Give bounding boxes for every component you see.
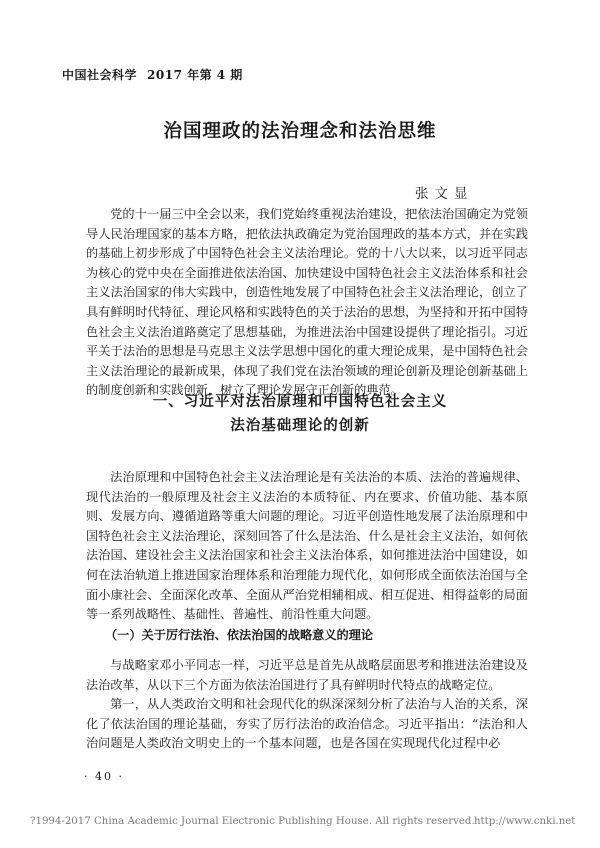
running-header bbox=[62, 66, 243, 83]
subsection-heading: （一）关于厉行法治、依法治国的战略意义的理论 bbox=[105, 628, 374, 642]
section-heading-line-2: 法治基础理论的创新 bbox=[230, 418, 370, 434]
section-paragraph: 法治原理和中国特色社会主义法治理论是有关法治的本质、法治的普遍规律、现代法治的一般原理及社会主义法治的本质特征、内在要求、价值功能、基本原则、发展方向、遵循道路等重大问题的理论。习近平创造性地发展了法治原理和中国特色社会主义法治理论，深刻回答了什么是法治、什么是社会主义法治，如何依法治国、建设社会主义法治国家和社会主义法治体系，如何推进法治中国建设，如何在法治轨道上推进国家治理体系和治理能力现代化，如何形成全面依法治国与全面小康社会、全面深化改革、全面从严治党相辅相成、相互促进、相得益彰的局面等一系列战略性、基础性、普遍性、前沿性重大问题。 bbox=[86, 470, 528, 622]
section-heading-line-1: 一、习近平对法治原理和中国特色社会主义 bbox=[152, 394, 448, 410]
article-title: 治国理政的法治理念和法治思维 bbox=[163, 121, 437, 142]
copyright-notice: ?1994-2017 China Academic Journal Electronic Publishing House. All rights reserved. bbox=[30, 816, 475, 827]
journal-name: 中国社会科学 bbox=[62, 68, 138, 82]
source-url: http://www.cnki.net bbox=[474, 816, 576, 827]
issue-label: 2017 年第 4 期 bbox=[147, 68, 243, 82]
subsection-paragraph-2: 第一，从人类政治文明和社会现代化的纵深深刻分析了法治与人治的关系，深化了依法治国的理论基础，夯实了厉行法治的政治信念。习近平指出：“法治和人治问题是人类政治文明史上的一个基本问题，也是各国在实现现代化过程中必 bbox=[86, 697, 528, 751]
subsection-paragraph-1: 与战略家邓小平同志一样，习近平总是首先从战略层面思考和推进法治建设及法治改革，从以下三个方面为依法治国进行了具有鲜明时代特点的战略定位。 bbox=[86, 658, 528, 692]
page-number: · 40 · bbox=[84, 770, 124, 783]
section-heading bbox=[0, 390, 600, 438]
intro-paragraph: 党的十一届三中全会以来，我们党始终重视法治建设，把依法治国确定为党领导人民治理国家的基本方略，把依法执政确定为党治国理政的基本方式，并在实践的基础上初步形成了中国特色社会主义法治理论。党的十八大以来，以习近平同志为核心的党中央在全面推进依法治国、加快建设中国特色社会主义法治体系和社会主义法治国家的伟大实践中，创造性地发展了中国特色社会主义法治理论，创立了具有鲜明时代特征、理论风格和实践特色的关于法治的思想，为坚持和开拓中国特色社会主义法治道路奠定了思想基础，为推进法治中国建设提供了理论指引。习近平关于法治的思想是马克思主义法学思想中国化的重大理论成果，是中国特色社会主义法治理论的最新成果，体现了我们党在法治领域的理论创新及理论创新基础上的制度创新和实践创新，树立了理论发展守正创新的典范。 bbox=[86, 207, 528, 398]
author-name: 张文显 bbox=[415, 186, 474, 202]
